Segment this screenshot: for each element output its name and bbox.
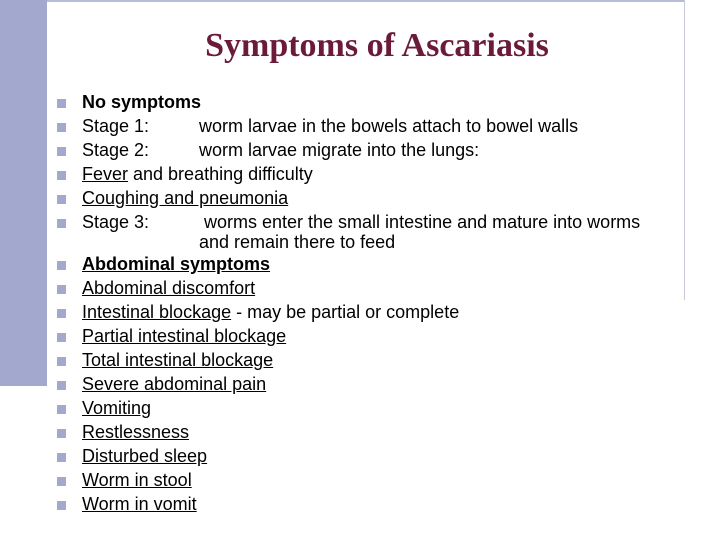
symptom-list [57,90,707,516]
abdominal-discomfort-link[interactable]: Abdominal discomfort [82,278,256,298]
intestinal-blockage-rest-text: - may be partial or complete [231,302,460,322]
list-item-worm-vomit [57,492,707,516]
list-item-stage2 [57,138,707,162]
bullet-icon [57,171,66,180]
bullet-icon [57,429,66,438]
stage1-label: Stage 1: [82,116,150,136]
vomiting-link[interactable]: Vomiting [82,398,152,418]
bullet-icon [57,381,66,390]
bullet-icon [57,309,66,318]
list-item-disturbed-sleep [57,444,707,468]
stage1-text: worm larvae in the bowels attach to bowel walls [199,116,579,136]
bullet-icon [57,219,66,228]
severe-pain-link[interactable]: Severe abdominal pain [82,374,267,394]
disturbed-sleep-link[interactable]: Disturbed sleep [82,446,208,466]
bullet-icon [57,123,66,132]
stage2-text: worm larvae migrate into the lungs: [199,140,480,160]
total-blockage-link[interactable]: Total intestinal blockage [82,350,274,370]
stage2-label: Stage 2: [82,140,150,160]
bullet-icon [57,405,66,414]
list-item-vomiting [57,396,707,420]
list-item-total-blockage [57,348,707,372]
list-item-stage3 [57,210,707,252]
fever-rest-text: and breathing difficulty [128,164,313,184]
bullet-icon [57,285,66,294]
list-item-fever [57,162,707,186]
stage3-text: worms enter the small intestine and mature into worms [199,212,641,232]
partial-blockage-link[interactable]: Partial intestinal blockage [82,326,287,346]
bullet-icon [57,261,66,270]
list-item-worm-stool [57,468,707,492]
list-item-partial-blockage [57,324,707,348]
bullet-icon [57,99,66,108]
abdominal-symptoms-link[interactable]: Abdominal symptoms [82,254,271,274]
no-symptoms-text: No symptoms [82,92,202,112]
list-item-abdominal-discomfort [57,276,707,300]
coughing-link[interactable]: Coughing and pneumonia [82,188,289,208]
worm-vomit-link[interactable]: Worm in vomit [82,494,197,514]
top-divider [47,0,685,2]
worm-stool-link[interactable]: Worm in stool [82,470,192,490]
stage3-label: Stage 3: [82,212,150,232]
fever-link[interactable]: Fever [82,164,129,184]
side-accent-bar [0,0,47,386]
list-item-severe-pain [57,372,707,396]
list-item-abdominal-symptoms [57,252,707,276]
list-item-no-symptoms [57,90,707,114]
list-item-intestinal-blockage [57,300,707,324]
bullet-icon [57,501,66,510]
list-item-restlessness [57,420,707,444]
restlessness-link[interactable]: Restlessness [82,422,190,442]
list-item-stage1 [57,114,707,138]
slide-title: Symptoms of Ascariasis [205,27,549,64]
bullet-icon [57,333,66,342]
list-item-coughing [57,186,707,210]
bullet-icon [57,147,66,156]
bullet-icon [57,477,66,486]
bullet-icon [57,357,66,366]
bullet-icon [57,453,66,462]
bullet-icon [57,195,66,204]
stage3-continuation: and remain there to feed [199,232,396,252]
intestinal-blockage-link[interactable]: Intestinal blockage [82,302,232,322]
